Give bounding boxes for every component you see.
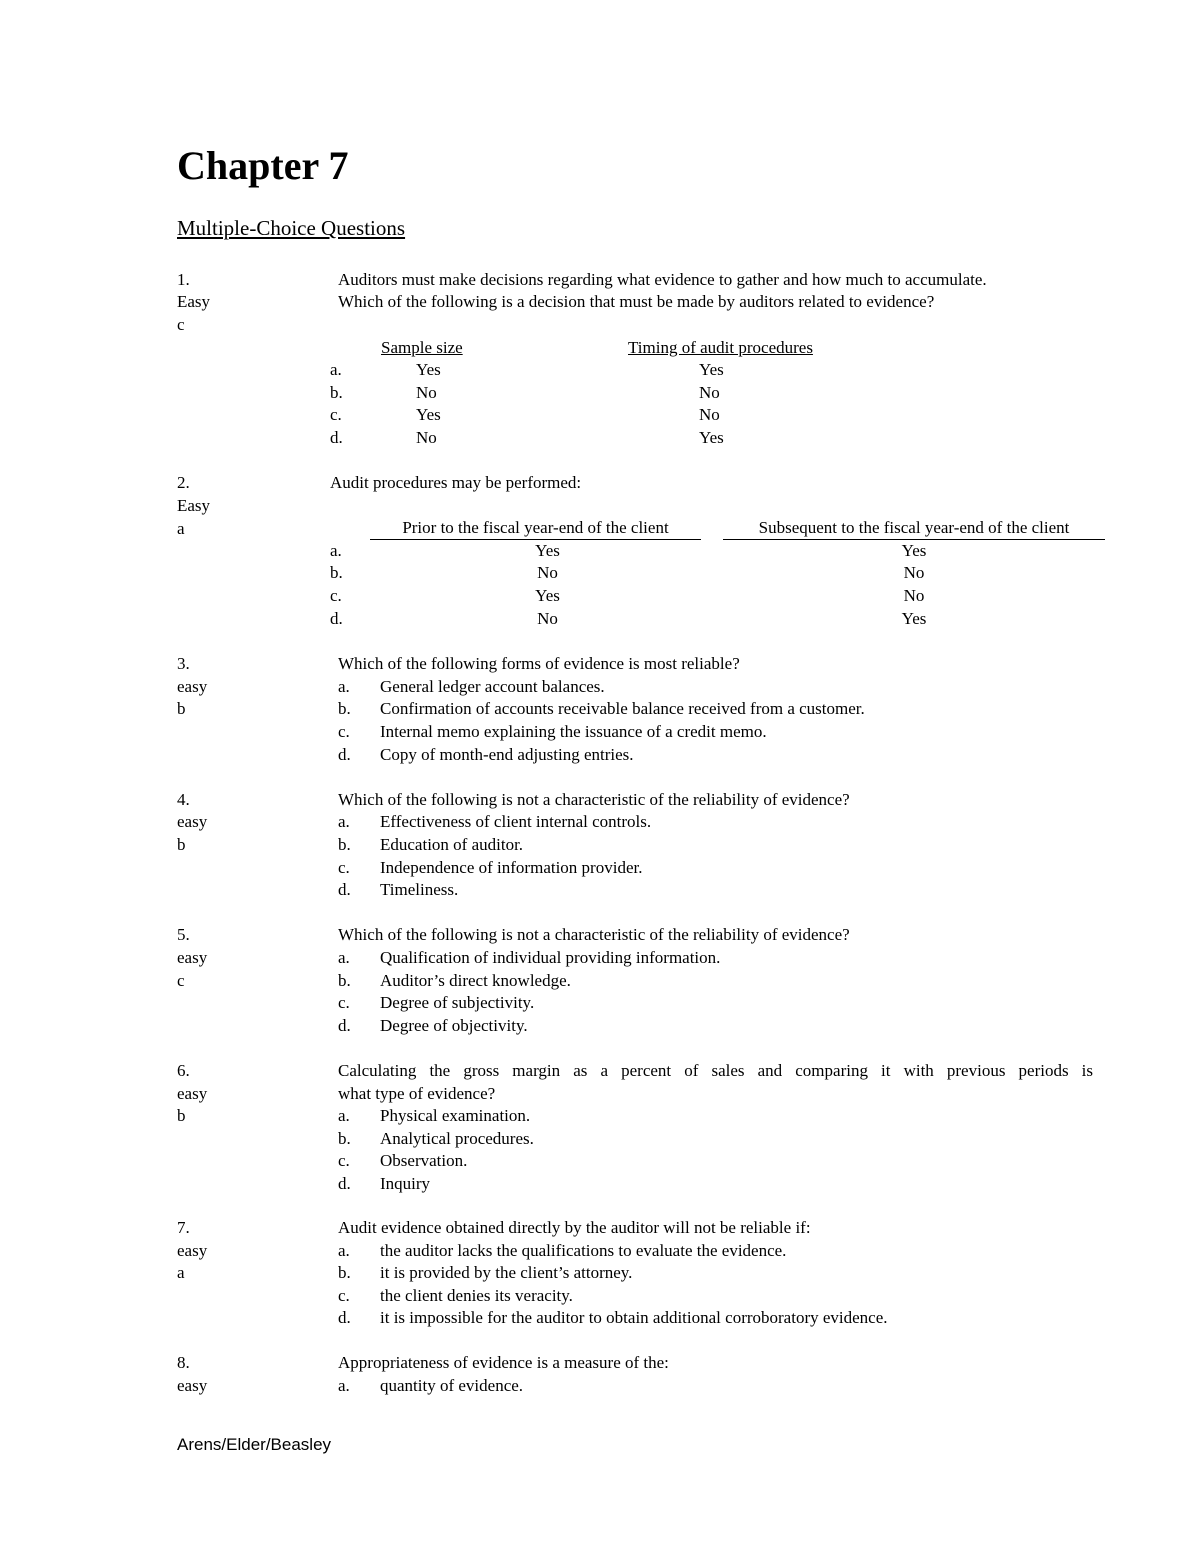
option-text: Physical examination. [380, 1106, 531, 1125]
option-letter: b. [330, 383, 343, 402]
option-text: Inquiry [380, 1174, 431, 1193]
option-letter: b. [330, 563, 343, 582]
option-letter: c. [338, 722, 350, 741]
question-number: 1. [177, 270, 190, 289]
chapter-title: Chapter 7 [177, 143, 349, 188]
option-letter: a. [330, 360, 342, 379]
question-difficulty: Easy [177, 292, 211, 311]
option-text: the auditor lacks the qualifications to evaluate the evidence. [380, 1241, 787, 1260]
question-difficulty: easy [177, 677, 208, 696]
question-stem: Audit evidence obtained directly by the auditor will not be reliable if: [338, 1218, 811, 1237]
question-answer: a [177, 519, 185, 538]
column-header: Subsequent to the fiscal year-end of the client [723, 517, 1105, 540]
question-number: 7. [177, 1218, 190, 1237]
option-letter: d. [338, 1308, 351, 1327]
question-stem: Which of the following forms of evidence is most reliable? [338, 654, 740, 673]
question-stem: Auditors must make decisions regarding what evidence to gather and how much to accumulate. [338, 270, 987, 289]
option-letter: d. [338, 1016, 351, 1035]
question-stem: Which of the following is a decision that must be made by auditors related to evidence? [338, 292, 935, 311]
option-text: Education of auditor. [380, 835, 524, 854]
table-cell: No [537, 563, 558, 582]
table-cell: Yes [416, 360, 441, 379]
question-stem: Audit procedures may be performed: [330, 473, 582, 492]
question-stem: what type of evidence? [338, 1084, 496, 1103]
option-letter: a. [338, 1106, 350, 1125]
option-text: Degree of subjectivity. [380, 993, 535, 1012]
table-cell: No [699, 405, 720, 424]
option-text: Effectiveness of client internal controls. [380, 812, 652, 831]
option-text: Analytical procedures. [380, 1129, 534, 1148]
table-cell: Yes [416, 405, 441, 424]
table-cell: No [903, 563, 925, 582]
option-text: Internal memo explaining the issuance of a credit memo. [380, 722, 767, 741]
section-title: Multiple-Choice Questions [177, 216, 406, 240]
option-letter: b. [338, 1263, 351, 1282]
question-answer: b [177, 835, 186, 854]
option-text: the client denies its veracity. [380, 1286, 573, 1305]
option-letter: c. [330, 405, 342, 424]
column-header: Timing of audit procedures [628, 338, 813, 357]
option-letter: a. [338, 1376, 350, 1395]
option-text: Independence of information provider. [380, 858, 643, 877]
table-cell: Yes [535, 541, 560, 560]
table-cell: Yes [901, 609, 927, 628]
question-difficulty: easy [177, 1376, 208, 1395]
question-number: 6. [177, 1061, 190, 1080]
option-text: Observation. [380, 1151, 468, 1170]
option-letter: b. [338, 1129, 351, 1148]
question-difficulty: easy [177, 948, 208, 967]
column-header: Sample size [381, 338, 463, 357]
question-answer: b [177, 699, 186, 718]
option-letter: d. [338, 1174, 351, 1193]
option-letter: c. [338, 1286, 350, 1305]
question-number: 4. [177, 790, 190, 809]
question-answer: c [177, 971, 185, 990]
option-text: General ledger account balances. [380, 677, 605, 696]
question-stem: Appropriateness of evidence is a measure of the: [338, 1353, 669, 1372]
option-letter: a. [338, 1241, 350, 1260]
option-text: Auditor’s direct knowledge. [380, 971, 571, 990]
option-letter: d. [330, 609, 343, 628]
question-difficulty: easy [177, 1241, 208, 1260]
table-cell: No [416, 383, 437, 402]
option-text: it is impossible for the auditor to obtain additional corroboratory evidence. [380, 1308, 888, 1327]
question-number: 2. [177, 473, 190, 492]
question-difficulty: Easy [177, 496, 211, 515]
table-cell: No [903, 586, 925, 605]
option-letter: a. [338, 812, 350, 831]
column-header: Prior to the fiscal year-end of the client [370, 517, 701, 540]
option-letter: c. [338, 993, 350, 1012]
option-letter: a. [330, 541, 342, 560]
table-cell: No [416, 428, 437, 447]
option-text: quantity of evidence. [380, 1376, 524, 1395]
option-letter: b. [338, 971, 351, 990]
question-number: 8. [177, 1353, 190, 1372]
question-stem: Which of the following is not a characteristic of the reliability of evidence? [338, 925, 850, 944]
option-text: Confirmation of accounts receivable balance received from a customer. [380, 699, 865, 718]
option-letter: d. [338, 745, 351, 764]
table-cell: No [699, 383, 720, 402]
option-text: it is provided by the client’s attorney. [380, 1263, 633, 1282]
table-cell: Yes [535, 586, 560, 605]
option-text: Timeliness. [380, 880, 459, 899]
question-stem: Calculating the gross margin as a percent of sales and comparing it with previous periods is [338, 1061, 1093, 1080]
question-answer: c [177, 315, 185, 334]
table-cell: No [537, 609, 558, 628]
question-answer: b [177, 1106, 186, 1125]
table-cell: Yes [699, 428, 724, 447]
option-text: Copy of month-end adjusting entries. [380, 745, 634, 764]
option-letter: a. [338, 948, 350, 967]
option-letter: d. [330, 428, 343, 447]
option-letter: c. [338, 858, 350, 877]
option-letter: b. [338, 835, 351, 854]
table-cell: Yes [699, 360, 724, 379]
table-cell: Yes [901, 541, 927, 560]
option-letter: c. [338, 1151, 350, 1170]
question-answer: a [177, 1263, 185, 1282]
question-number: 5. [177, 925, 190, 944]
option-text: Qualification of individual providing information. [380, 948, 721, 967]
option-letter: d. [338, 880, 351, 899]
question-stem: Which of the following is not a characteristic of the reliability of evidence? [338, 790, 850, 809]
page-footer: Arens/Elder/Beasley [177, 1435, 332, 1454]
option-letter: c. [330, 586, 342, 605]
option-text: Degree of objectivity. [380, 1016, 528, 1035]
option-letter: a. [338, 677, 350, 696]
question-difficulty: easy [177, 1084, 208, 1103]
question-difficulty: easy [177, 812, 208, 831]
option-letter: b. [338, 699, 351, 718]
question-number: 3. [177, 654, 190, 673]
